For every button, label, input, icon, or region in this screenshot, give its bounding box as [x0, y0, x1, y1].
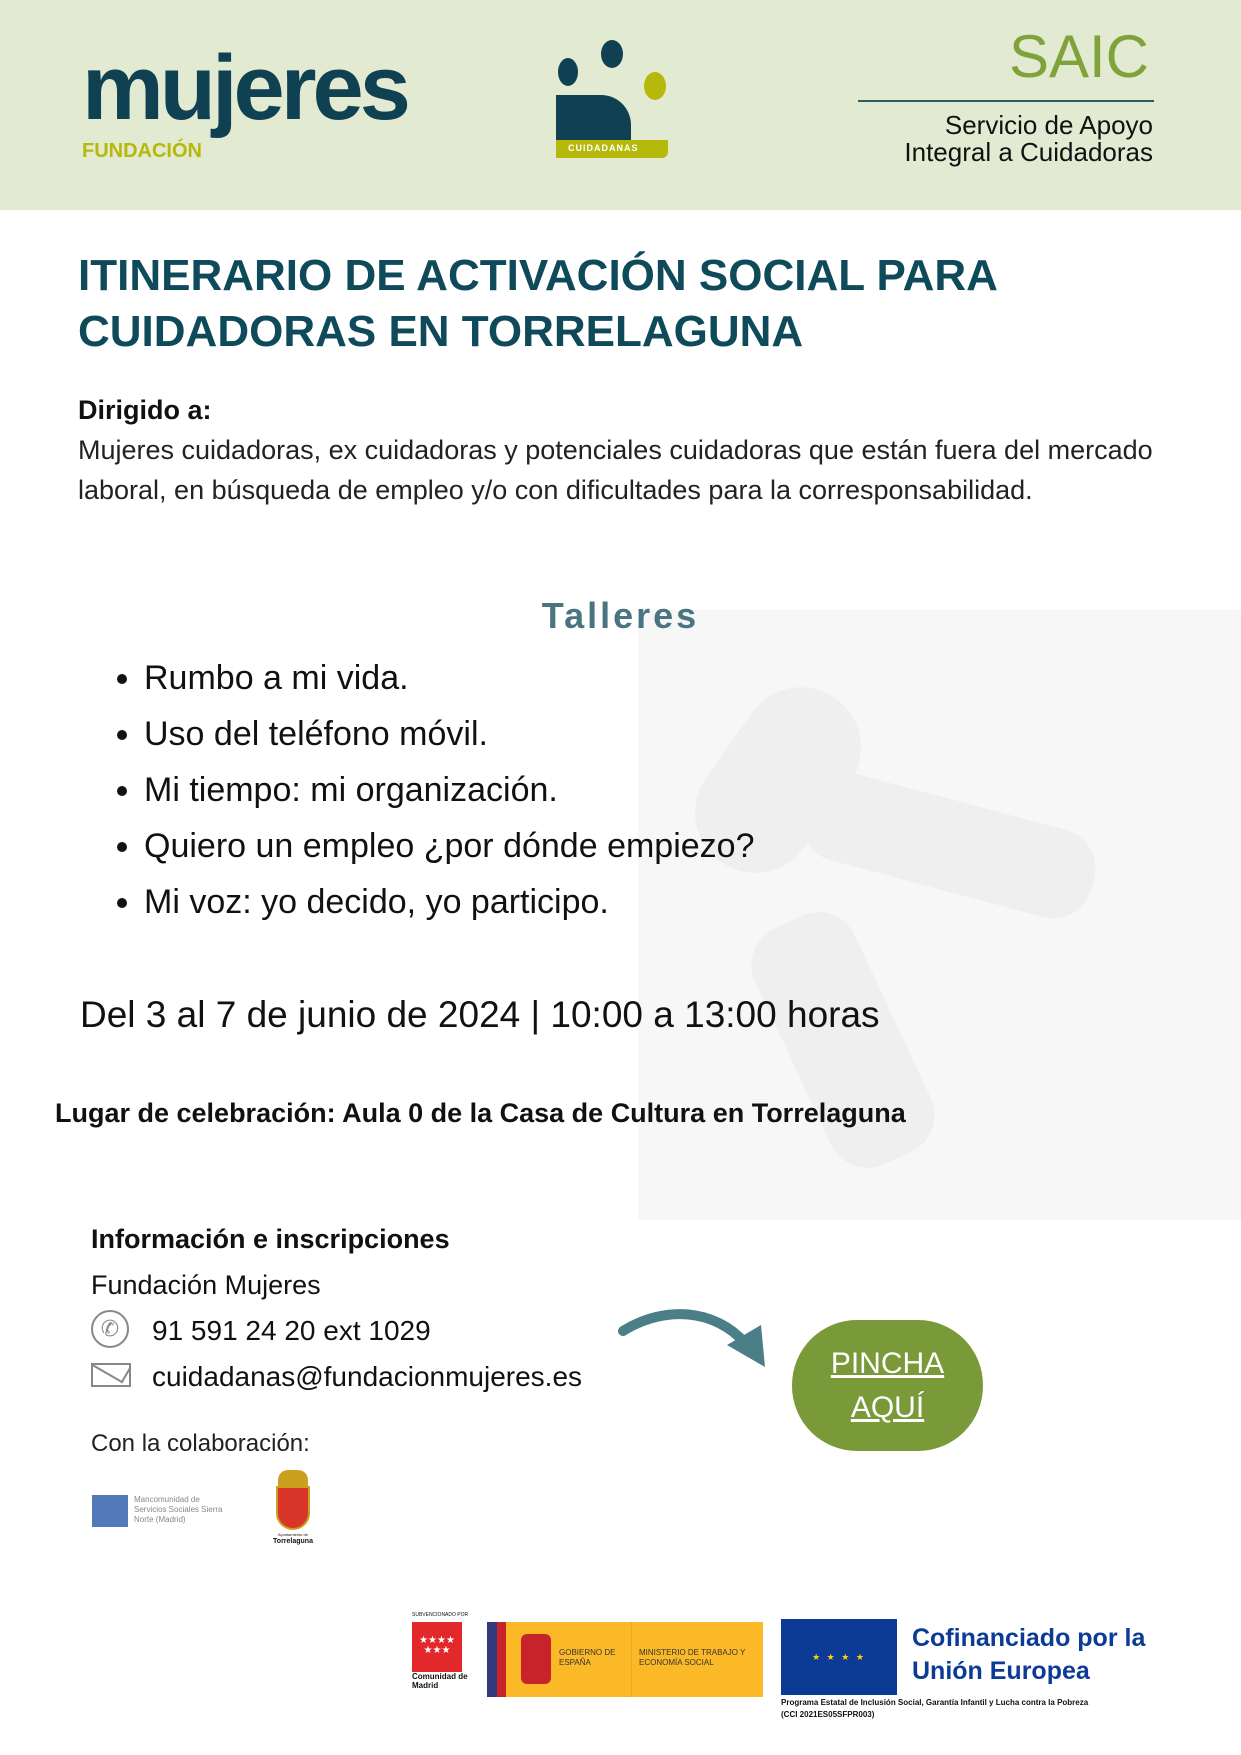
logo-sub: FUNDACIÓN	[82, 140, 202, 162]
title-line1: ITINERARIO DE ACTIVACIÓN SOCIAL PARA	[78, 251, 998, 300]
cta-line2: AQUÍ	[850, 1391, 925, 1424]
contact-org: Fundación Mujeres	[91, 1270, 321, 1300]
cam-stars: ★★★★ ★★★	[412, 1622, 462, 1672]
eu-cofinanced: Cofinanciado por la Unión Europea	[912, 1624, 1146, 1685]
logo-wordmark: mujeres	[82, 37, 407, 139]
ministerio-label: MINISTERIO DE TRABAJO Y ECONOMÍA SOCIAL	[639, 1648, 746, 1667]
workshop-item: • Quiero un empleo ¿por dónde empiezo?	[144, 818, 755, 874]
comunidad-madrid-logo	[412, 1612, 476, 1702]
workshop-item: • Rumbo a mi vida.	[144, 650, 755, 706]
saic-title: SAIC	[1008, 23, 1149, 90]
workshop-item: • Mi tiempo: mi organización.	[144, 762, 755, 818]
target-label: Dirigido a:	[78, 395, 212, 425]
saic-divider	[858, 100, 1154, 102]
title-line2: CUIDADORAS EN TORRELAGUNA	[78, 307, 804, 356]
mancomunidad-text: Mancomunidad de Servicios Sociales Sierra Norte (Madrid)	[134, 1495, 223, 1524]
gob-label: GOBIERNO DE ESPAÑA	[559, 1648, 616, 1667]
cuidadanas-label: CUIDADANAS	[568, 143, 639, 153]
eu-flag: ★ ★ ★ ★	[781, 1619, 897, 1695]
register-button[interactable]	[792, 1320, 983, 1451]
arrow-icon	[615, 1295, 775, 1375]
gobierno-espana-logo	[487, 1622, 763, 1697]
saic-line1: Servicio de Apoyo	[944, 110, 1153, 140]
contact-phone: 91 591 24 20 ext 1029	[152, 1315, 431, 1346]
phone-icon: ✆	[91, 1310, 129, 1348]
target-section	[78, 390, 1158, 510]
cuidadanas-logo	[556, 40, 671, 160]
saic-line2: Integral a Cuidadoras	[904, 137, 1153, 167]
event-date: Del 3 al 7 de junio de 2024 | 10:00 a 13:00 horas	[80, 994, 880, 1035]
workshops-list	[78, 650, 755, 930]
collab-label: Con la colaboración:	[91, 1430, 310, 1457]
eu-cci: (CCI 2021ES05SFPR003)	[781, 1710, 875, 1719]
workshop-item: • Uso del teléfono móvil.	[144, 706, 755, 762]
mancomunidad-logo	[92, 1495, 242, 1535]
ayto-name: Torrelaguna	[273, 1538, 313, 1545]
torrelaguna-crest	[272, 1470, 314, 1560]
saic-subtitle	[904, 112, 1153, 166]
cam-top: SUBVENCIONADO POR	[412, 1612, 469, 1618]
target-text: Mujeres cuidadoras, ex cuidadoras y potenciales cuidadoras que están fuera del mercado laboral, en búsqueda de empleo y/o con dificultades para la corresponsabilidad.	[78, 435, 1153, 505]
mail-icon	[91, 1363, 131, 1387]
cta-line1: PINCHA	[830, 1347, 945, 1380]
event-place: Lugar de celebración: Aula 0 de la Casa de Cultura en Torrelaguna	[55, 1098, 906, 1128]
cam-label: Comunidad de Madrid	[412, 1672, 468, 1690]
page-title	[78, 248, 998, 360]
mujeres-logo	[82, 37, 512, 162]
ayto-small: Ayuntamiento de	[278, 1532, 308, 1537]
workshops-heading: Talleres	[541, 595, 700, 636]
contact-email[interactable]: cuidadanas@fundacionmujeres.es	[152, 1361, 583, 1392]
workshop-item: • Mi voz: yo decido, yo participo.	[144, 874, 755, 930]
contact-heading: Información e inscripciones	[91, 1224, 450, 1254]
eu-programme: Programa Estatal de Inclusión Social, Garantía Infantil y Lucha contra la Pobreza	[781, 1698, 1089, 1707]
